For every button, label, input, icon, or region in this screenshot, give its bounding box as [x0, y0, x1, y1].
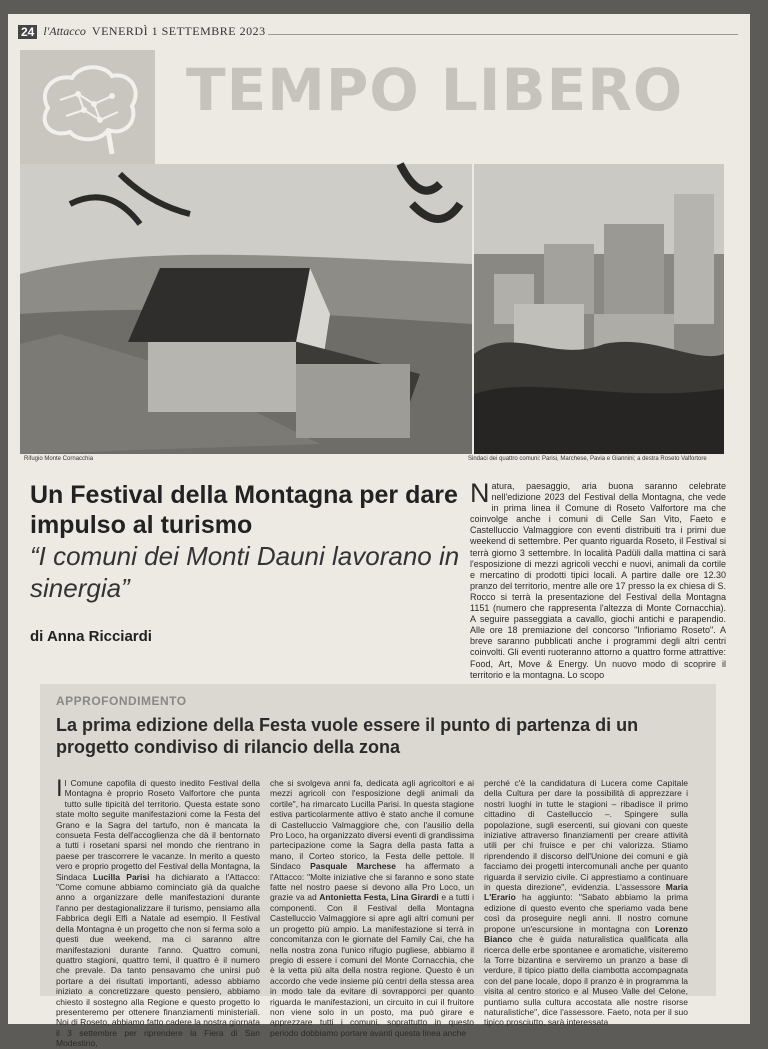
- header-rule: [268, 34, 738, 35]
- col1-paragraph: Il Comune capofila di questo inedito Festival della Montagna è proprio Roseto Valfortore che punta tutto sulle tipicità del territorio. Questa estate sono state molto seguite manifestazioni come la Festa del Grano e la Sagra del tartufo, non è mancata la consueta Festa dell'accoglienza che dà il bentornato a tutti i rosetani sparsi nel mondo che rientrano in paese per trascorrere le vacanze. In merito a questo vero e proprio progetto del Festival della Montagna, la Sindaca Lucilla Parisi ha dichiarato a l'Attacco: "Come comune abbiamo cominciato già da qualche anno a organizzare delle manifestazioni durante l'anno per destagionalizzare il turismo, pensiamo alla Fabbrica degli Elfi a Natale ad esempio. Il Festival della Montagna è un progetto che non si ferma solo a questi due weekend, ma ci saranno altre manifestazioni durante l'anno. Quattro comuni, quattro stagioni, quattro temi, il quattro è il numero che prevale. Da tanto pensavamo che unirsi può portare a dei risultati importanti, adesso abbiamo iniziato a concretizzare questo pensiero, abbiamo chiesto il sostegno alla Regione e questo progetto lo presenteremo per ottenere finanziamenti ministeriali. Noi di Roseto, abbiamo fatto cadere la nostra giornata il 3 settembre per riprendere la Fiera di San Modestino,: [56, 775, 260, 1049]
- photo-caption-left: Rifugio Monte Cornacchia: [24, 456, 94, 462]
- brain-icon: [20, 50, 155, 170]
- article-headline: Un Festival della Montagna per dare impulso al turismo: [30, 481, 458, 539]
- box-column-3: [484, 778, 688, 1028]
- col3-bold-name-1: Maria L'Erario: [484, 882, 688, 903]
- issue-date: VENERDÌ 1 SETTEMBRE 2023: [91, 24, 266, 38]
- col1-dropcap: I: [56, 775, 63, 802]
- intro-dropcap: N: [470, 478, 490, 508]
- photo-caption-right: Sindaci dei quattro comuni: Parisi, Marchese, Pavia e Giannini; a destra Roseto Valfortore: [468, 456, 707, 462]
- section-title: TEMPO LIBERO: [186, 56, 684, 124]
- col1-bold-name: Lucilla Parisi: [93, 871, 150, 882]
- publication-name: l'Attacco: [43, 24, 86, 38]
- page-number: 24: [18, 25, 37, 39]
- article-subheadline: “I comuni dei Monti Dauni lavorano in sinergia”: [30, 541, 460, 603]
- col3-bold-name-2: Lorenzo Bianco: [484, 923, 688, 945]
- page-header: [18, 24, 266, 39]
- article-intro-column: [470, 478, 726, 681]
- intro-text: atura, paesaggio, aria buona saranno celebrate nell'edizione 2023 del Festival della Montagna, che vede in prima linea il Comune di Roseto Valfortore ma che coinvolge anche i comuni di Celle San Vito, Faeto e Castelluccio Valmaggiore con eventi distribuiti tra i primi due weekend di settembre. Per quanto riguarda Roseto, il Festival si terrà giorno 3 settembre. In località Padüli dalla mattina ci sarà l'esposizione di mezzi agricoli vecchi e nuovi, animali da cortile e mercatino di prodotti tipici locali. A partire dalle ore 12.30 pranzo del territorio, mentre alle ore 17 presso la ex chiesa di S. Rocco si terrà la presentazione del Festival della Montagna 1151 (numero che rappresenta l'altezza di Monte Cornacchia). A seguire passeggiata a cavallo, giochi antichi e parapendio. Alle ore 18 premiazione del concorso "Infioriamo Roseto". A breve saranno pubblicati anche i programmi degli altri centri coinvolti. Gli eventi ruoteranno attorno a quattro forme attrattive: Food, Art, Move & Energy. Un nuovo modo di scoprire il territorio e la montagna. Lo scopo: [470, 481, 726, 680]
- col3-paragraph: perché c'è la candidatura di Lucera come Capitale della Cultura per dare la possibilità di apprezzare i nostri luoghi in tutte le stagioni – ribadisce il primo cittadino di Castelluccio –. Spingere sulla popolazione, sugli esercenti, sui giovani con queste iniziative attraverso finanziamenti per creare attività utili per chi fruisce e per chi valorizza. Stiamo riprendendo il discorso dell'Unione dei comuni e già facciamo dei progetti intercomunali anche per quanto riguarda il servizio civile. Ci apprestiamo a continuare in questa direzione", evidenzia. L'assessore Maria L'Erario ha aggiunto: "Sabato abbiamo la prima edizione di questo evento che speriamo vada bene così da proseguire negli anni. Il nostro comune propone un'escursione in montagna con Lorenzo Bianco che è guida naturalistica qualificata alla ricerca delle erbe spontanee e aromatiche, visiteremo la Torre bizantina e serviremo un pranzo a base di verdure, il tipico piatto della ciambotta accompagnata con del pane locale, dopo il pranzo è in programma la visita al centro storico e al Museo Valle del Celone, puntiamo sulla cultura accostata alle nostre risorse naturalistiche", dice l'assessore. Faeto, nota per il suo tipico prosciutto, sarà interessata: [484, 778, 688, 1028]
- box-section-label: APPROFONDIMENTO: [56, 694, 187, 708]
- col2-bold-name-2: Antonietta Festa, Lina Girardi: [319, 892, 439, 903]
- box-column-1: [56, 775, 260, 1049]
- newspaper-page: [8, 14, 750, 1049]
- box-column-2: [270, 778, 474, 1038]
- box-title: La prima edizione della Festa vuole essere il punto di partenza di un progetto condiviso di rilancio della zona: [56, 715, 639, 757]
- article-byline: di Anna Ricciardi: [30, 628, 152, 645]
- col2-bold-name-1: Pasquale Marchese: [310, 861, 396, 872]
- mountain-refuge-photo: [20, 164, 472, 454]
- village-photo: [474, 164, 724, 454]
- col2-paragraph: che si svolgeva anni fa, dedicata agli agricoltori e ai mezzi agricoli con l'esposizione degli animali da cortile", ha rimarcato Lucilla Parisi. In questa stagione estiva particolarmente attivo è stato anche il comune di Castelluccio Valmaggiore che, con l'ausilio della Pro Loco, ha organizzato diversi eventi di grandissima partecipazione come la Sagra della pasta fatta a mano, il Corteo storico, la Festa delle pettole. Il Sindaco Pasquale Marchese ha affermato a l'Attacco: "Molte iniziative che si faranno e sono state fatte nel nostro paese si devono alla Pro Loco, un grazie va ad Antonietta Festa, Lina Girardi e a tutti i componenti. Con il Festival della Montagna Castelluccio Valmaggiore si apre agli altri comuni per un progetto più ampio. La manifestazione si terrà in concomitanza con le giornate del Family Cai, che ha nella nostra zona l'unico rifugio pugliese, abbiamo il pregio di essere i comuni del Monte Cornacchia, che è la vetta più alta della nostra regione. Questo è un accordo che vede insieme più centri della stessa area in modo tale da evitare di sovrapporci per quanto riguarda le manifestazioni, un circuito in cui il fruitore non viene solo in un posto, ma può girare e apprezzare tutti i comuni, soprattutto in questo periodo dobbiamo portare avanti questa linea anche: [270, 778, 474, 1038]
